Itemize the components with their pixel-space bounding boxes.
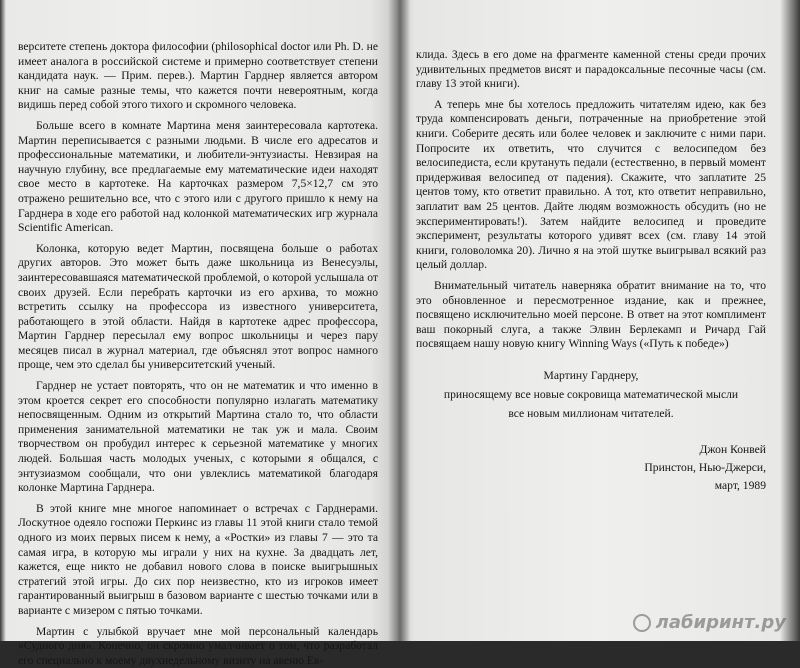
signature-place: Принстон, Нью-Джерси, bbox=[644, 460, 766, 474]
dedication-line-2: приносящему все новые сокровища математической мысли bbox=[443, 387, 739, 401]
left-paragraph-4: Гарднер не устает повторять, что он не математик и что именно в этом кроется секрет его способности популярно излагать математику непосвященным. Одним из открытий Мартина стало то, что области применения занимательной математики не так уж и мала. Своим творчеством он пробудил интерес к серьезной математике у многих людей. Большая часть молодых ученых, с которыми я общался, с энтузиазмом сообщали, что они увлеклись математикой благодаря колонке Мартина Гарднера. bbox=[18, 379, 378, 495]
book-gutter bbox=[388, 0, 410, 641]
watermark-text: лабиринт.ру bbox=[655, 612, 786, 633]
left-paragraph-3: Колонка, которую ведет Мартин, посвящена больше о работах других авторов. Это может быть даже школьница из Венесуэлы, заинтересовавшаяся математической проблемой, о которой услышала от своих друзей. Если перебрать карточки из его архива, то можно встретить ссылку на профессора из известного университета, работающего в этой области. Найдя в картотеке адрес профессора, Мартин Гарднер пересылал ему вопрос школьницы и через пару месяцев писал в журнал материал, где объяснял этот вопрос намного проще, чем это сделал бы университетский ученый. bbox=[18, 241, 378, 372]
right-paragraph-1: клида. Здесь в его доме на фрагменте каменной стены среди прочих удивительных предметов висят и парадоксальные песочные часы (см. главу 13 этой книги). bbox=[416, 48, 766, 91]
right-page bbox=[398, 0, 800, 641]
signature-block bbox=[416, 441, 766, 495]
dedication-line-1: Мартину Гарднеру, bbox=[543, 368, 639, 382]
left-paragraph-5: В этой книге мне многое напоминает о встречах с Гарднерами. Лоскутное одеяло госпожи Перкинс из главы 11 этой книги стало темой одного из моих первых писем к нему, а «Ростки» из главы 7 — это та самая игра, в которую мы играли у них на кухне. За двадцать лет, кажется, еще никто не добавил нового слова в поиске выигрышных стратегий этой игры. До сих пор неизвестно, кто из игроков имеет гарантированный выигрыш в базовом варианте с шестью точками или в варианте с мизером с пятью точками. bbox=[18, 501, 378, 617]
right-paragraph-2: А теперь мне бы хотелось предложить читателям идею, как без труда компенсировать деньги, потраченные на приобретение этой книги. Соберите десять или более человек и заключите с ними пари. Попросите их ответить, что случится с велосипедом без велосипедиста, если крутануть педали (естественно, в первый момент придерживая велосипед от падения). Скажите, что заплатите 25 центов тому, кто ответит правильно. А тот, кто ответит неправильно, заплатит вам 25 центов. Дайте людям возможность обсудить (но не экспериментировать!). Затем найдите велосипед и проведите эксперимент, результаты которого удивят всех (см. главу 14 этой книги, головоломка 20). Лично я на этой шутке выигрывал всякий раз целый доллар. bbox=[416, 97, 766, 272]
labirint-logo-icon bbox=[633, 614, 651, 632]
left-paragraph-6: Мартин с улыбкой вручает мне мой персональный календарь «Судного дня». Конечно, он скромно умалчивает о том, что разработал его специально к моему двухнедельному визиту на авеню Ев- bbox=[18, 624, 378, 667]
dedication-line-3: все новым миллионам читателей. bbox=[508, 406, 674, 420]
watermark bbox=[633, 612, 786, 633]
signature-date: март, 1989 bbox=[714, 478, 766, 492]
left-paragraph-2: Больше всего в комнате Мартина меня заинтересовала картотека. Мартин переписывается с разными людьми. В числе его адресатов и профессиональные математики, и любители-энтузиасты. Невзирая на научную глубину, все предлагаемые ему математические идеи находят свое место в картотеке. На карточках размером 7,5×12,7 см это отражено решительно все, что с этого или с другого пришло к нему на Гарднера в ходе его работой над колонкой математических игр журнала Scientific American. bbox=[18, 118, 378, 235]
signature-name: Джон Конвей bbox=[699, 442, 766, 456]
dedication bbox=[416, 366, 766, 423]
right-paragraph-3: Внимательный читатель наверняка обратит внимание на то, что это обновленное и пересмотренное издание, как и прежнее, посвящено исключительно моей персоне. В ответ на этот комплимент ваш покорный слуга, а также Элвин Берлекамп и Ричард Гай посвящаем нашу новую книгу Winning Ways («Путь к победе») bbox=[416, 278, 766, 351]
left-page bbox=[0, 0, 398, 667]
left-paragraph-1: верситете степень доктора философии (philosophical doctor или Ph. D. не имеет аналога в российской системе и примерно соответствует степени кандидата наук. — Прим. перев.). Мартин Гарднер является автором книг на самые разные темы, что кажется почти невероятным, когда видишь перед собой этого тихого и скромного человека. bbox=[18, 40, 378, 112]
